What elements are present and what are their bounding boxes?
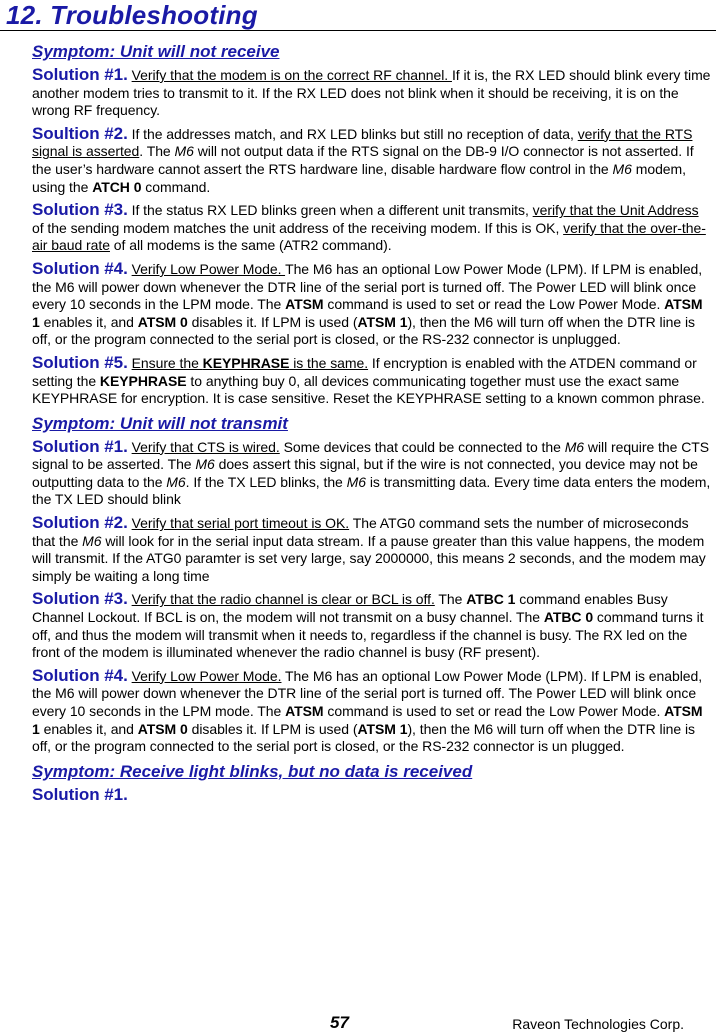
command-name: ATSM 0 (137, 313, 188, 330)
solution-label-period: . (123, 200, 128, 220)
command-name: ATSM (285, 296, 324, 313)
receive-solution-5 (32, 354, 712, 408)
product-name: M6 (166, 473, 186, 490)
body-text: enables it, and (39, 313, 138, 330)
receive-solution-3 (32, 201, 712, 255)
blinks-solution-1 (32, 786, 712, 805)
command-name: ATSM 1 (357, 720, 408, 737)
product-name: M6 (612, 160, 632, 177)
command-name: ATSM 1 (32, 703, 703, 737)
transmit-solution-3 (32, 590, 712, 661)
body-text: disables it. If LPM is used ( (187, 313, 358, 330)
solution-label-period: . (123, 123, 128, 143)
body-text: If encryption is enabled with the ATDEN command or setting the (32, 354, 697, 389)
solution-label-period: . (123, 589, 128, 609)
solution-label: Solution #5 (32, 352, 124, 372)
body-text: command turns it off, and thus the modem will transmit when it needs to, regardless if the channel is busy. The RX led on the front of the modem is illuminated whenever the radio channel is busy (RF present). (32, 609, 704, 661)
body-text: command is used to set or read the Low Power Mode. (323, 296, 665, 313)
body-text: does assert this signal, but if the wire is not connected, you device may not be outputting data to the (32, 456, 698, 490)
receive-solution-2 (32, 125, 712, 196)
underlined-instruction: Verify that the modem is on the correct RF channel. (131, 67, 452, 83)
body-text: The (434, 591, 467, 608)
footer-company: Raveon Technologies Corp. (512, 1016, 684, 1032)
underlined-instruction: is the same. (289, 354, 369, 371)
product-name: M6 (346, 473, 366, 490)
product-name: M6 (82, 532, 102, 549)
command-name: ATSM 0 (137, 720, 188, 737)
solution-label-period: . (123, 436, 128, 456)
underlined-instruction: Verify that serial port timeout is OK. (131, 515, 350, 532)
troubleshooting-content (32, 38, 712, 809)
command-name: ATBC 0 (543, 609, 594, 626)
command-name: ATSM 1 (32, 296, 703, 330)
body-text: The M6 has an optional Low Power Mode (LPM). If LPM is enabled, the M6 will power down whenever the DTR line of the serial port is turned off. The Power LED will blink once every 10 seconds in the LPM mode. The (32, 667, 703, 719)
solution-label-period: . (123, 513, 128, 533)
solution-label: Solution #1 (32, 65, 124, 84)
solution-label-period: . (123, 784, 128, 804)
solution-label-period: . (123, 352, 128, 372)
body-text: The M6 has an optional Low Power Mode (LPM). If LPM is enabled, the M6 will power down whenever the DTR line of the serial port is turned off. The Power LED will blink once every 10 seconds in the LPM mode. The (32, 260, 703, 313)
body-text: . The (139, 143, 175, 160)
solution-label: Solution #4 (32, 258, 124, 278)
symptom-heading-not-receive: Symptom: Unit will not receive (32, 42, 280, 61)
body-text: of all modems is the same (ATR2 command). (109, 237, 392, 254)
command-name: ATBC 1 (466, 591, 516, 608)
receive-solution-1 (32, 66, 712, 120)
body-text: The ATG0 command sets the number of microseconds that the (32, 515, 689, 549)
body-text: ), then the M6 will turn off when the DTR line is off, or the program connected to the serial port is closed, or the RS-232 connector is unplugged. (32, 313, 695, 348)
body-text: disables it. If LPM is used ( (187, 720, 358, 737)
body-text: command enables Busy Channel Lockout. If BCL is on, the modem will not transmit on a busy channel. The (32, 591, 668, 626)
product-name: M6 (174, 143, 194, 160)
product-name: M6 (195, 456, 215, 473)
body-text: of the sending modem matches the unit address of the receiving modem. If this is OK, (32, 219, 564, 236)
transmit-solution-1 (32, 438, 712, 509)
body-text: Some devices that could be connected to the (279, 438, 565, 455)
transmit-solution-2 (32, 514, 712, 585)
solution-label: Solution #1 (32, 784, 124, 804)
solution-label-period: . (123, 665, 128, 685)
underlined-instruction: verify that the RTS signal is asserted (32, 125, 693, 160)
command-name: ATSM 1 (357, 313, 408, 330)
underlined-instruction: verify that the Unit Address (532, 202, 699, 219)
underlined-instruction: Ensure the (131, 354, 203, 371)
body-text: will look for in the serial input data stream. If a pause greater than this value happens, the modem will transmit. If the ATG0 paramter is set very large, say 2000000, this means 2 seconds, and the modem may simply be waiting a long time (32, 532, 706, 584)
command-name: ATCH 0 (92, 178, 142, 195)
solution-label: Solution #3 (32, 589, 124, 609)
command-name: KEYPHRASE (99, 372, 187, 389)
body-text: will not output data if the RTS signal on the DB-9 I/O connector is not asserted. If the user’s hardware cannot assert the RTS hardware line, disable hardware flow control in the (32, 143, 694, 177)
body-text: ), then the M6 will turn off when the DTR line is off, or the program connected to the serial port is closed, or the RS-232 connector is un plugged. (32, 720, 695, 755)
underlined-instruction: Verify that CTS is wired. (131, 438, 280, 455)
page-number: 57 (330, 1013, 349, 1032)
solution-label: Solution #4 (32, 665, 124, 685)
body-text: will require the CTS signal to be asserted. The (32, 438, 710, 473)
page-title: 12. Troubleshooting (6, 0, 258, 30)
symptom-heading-blinks-no-data: Symptom: Receive light blinks, but no data is received (32, 761, 473, 781)
solution-label: Soultion #2 (32, 123, 124, 143)
product-name: M6 (564, 438, 585, 455)
body-text: If the status RX LED blinks green when a different unit transmits, (127, 202, 533, 219)
transmit-solution-4 (32, 667, 712, 756)
underlined-instruction: Verify Low Power Mode. (131, 260, 286, 277)
body-text: is transmitting data. Every time data enters the modem, the TX LED should blink (32, 473, 711, 508)
underlined-instruction: Verify Low Power Mode. (131, 667, 282, 684)
solution-label: Solution #2 (32, 513, 124, 533)
solution-label-period: . (123, 258, 128, 278)
body-text: enables it, and (39, 720, 138, 737)
body-text: command. (141, 178, 211, 195)
symptom-heading-not-transmit: Symptom: Unit will not transmit (32, 413, 288, 433)
solution-label: Solution #1 (32, 436, 124, 456)
body-text: If it is, the RX LED should blink every time another modem tries to transmit to it. If the RX LED does not blink when it should be receiving, it is on the wrong RF frequency. (32, 67, 711, 119)
body-text: . If the TX LED blinks, the (185, 473, 347, 490)
receive-solution-4 (32, 260, 712, 349)
underlined-instruction: verify that the over-the-air baud rate (32, 219, 706, 254)
underlined-instruction: Verify that the radio channel is clear or BCL is off. (131, 591, 435, 608)
body-text: to anything buy 0, all devices communicating together must use the exact same KEYPHRASE for encryption. It is case sensitive. Reset the KEYPHRASE setting to a known common phrase. (32, 372, 705, 407)
solution-label: Solution #3 (32, 200, 124, 220)
body-text: If the addresses match, and RX LED blinks but still no reception of data, (127, 125, 578, 142)
title-divider (0, 30, 716, 31)
body-text: modem, using the (32, 160, 686, 195)
command-name: ATSM (285, 703, 324, 719)
body-text: command is used to set or read the Low Power Mode. (323, 703, 665, 719)
solution-label-period: . (123, 65, 128, 84)
underlined-keyword: KEYPHRASE (202, 354, 290, 371)
